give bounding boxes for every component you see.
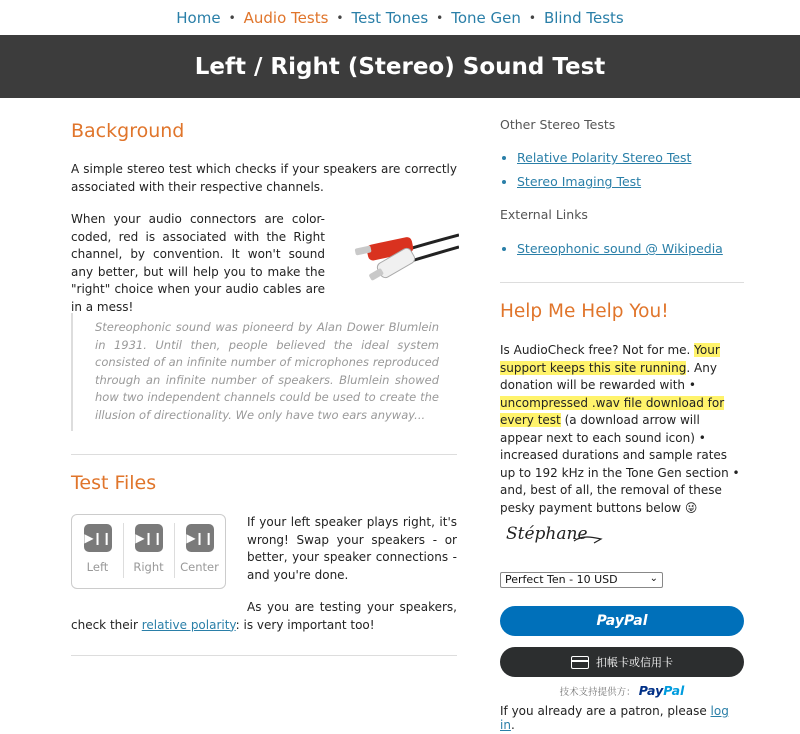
powered-by — [500, 683, 744, 698]
relative-polarity-stereo-link[interactable]: Relative Polarity Stereo Test — [517, 150, 692, 165]
player-left-label: Left — [86, 560, 109, 574]
relative-polarity-link[interactable]: relative polarity — [141, 617, 236, 632]
card-payment-button[interactable] — [500, 647, 744, 677]
wav-download-highlight: uncompressed .wav file download for every test — [500, 395, 725, 427]
test-files-heading: Test Files — [71, 472, 157, 494]
list-item — [517, 146, 691, 170]
support-highlight: Your support keeps this site running — [500, 343, 720, 375]
background-heading: Background — [71, 120, 185, 142]
paypal-logo-pal: Pal — [663, 683, 685, 698]
nav-home[interactable]: Home — [176, 8, 221, 27]
help-heading: Help Me Help You! — [500, 301, 669, 322]
swap-speakers-paragraph: If your left speaker plays right, it's wrong! Swap your speakers - or better, your speaker connections - and you're done. — [247, 515, 457, 582]
divider — [500, 282, 744, 283]
player-left[interactable] — [72, 515, 123, 588]
polarity-text-b: : is very important too! — [235, 617, 375, 632]
list-item — [517, 237, 723, 261]
help-text-2: . Any donation will be rewarded with • — [500, 360, 717, 392]
other-tests-title: Other Stereo Tests — [500, 117, 616, 132]
patron-end: . — [510, 718, 515, 732]
donation-option: Perfect Ten - 10 USD — [505, 573, 618, 586]
external-links-title: External Links — [500, 207, 588, 222]
patron-text: If you already are a patron, please — [500, 704, 711, 718]
divider — [71, 454, 457, 455]
powered-by-label: 技术支持提供方： — [559, 687, 636, 698]
paypal-logo-pay: Pay — [638, 683, 664, 698]
polarity-text-a: As you are testing your speakers, check their — [71, 600, 457, 632]
external-links-list — [500, 237, 723, 261]
nav-separator: • — [528, 10, 536, 25]
play-pause-icon[interactable]: ▶❙❙ — [84, 524, 112, 552]
help-text-1: Is AudioCheck free? Not for me. — [500, 343, 695, 357]
polarity-paragraph — [71, 599, 457, 634]
divider — [71, 655, 457, 656]
nav-blind-tests[interactable]: Blind Tests — [543, 8, 624, 27]
paypal-button[interactable] — [500, 606, 744, 636]
background-intro: A simple stereo test which checks if your speakers are correctly associated with their respective channels. — [71, 162, 457, 194]
paypal-logo — [639, 683, 685, 698]
patron-login — [500, 704, 744, 732]
paypal-button-label: PayPal — [596, 613, 648, 629]
help-paragraph — [500, 342, 744, 517]
other-tests-list — [500, 146, 691, 194]
nav-separator: • — [436, 10, 444, 25]
player-right-label: Right — [133, 560, 164, 574]
log-in-link[interactable]: log in — [500, 704, 729, 732]
credit-card-icon — [571, 656, 589, 669]
donation-select[interactable] — [500, 572, 663, 588]
card-button-label: 扣帳卡或信用卡 — [596, 656, 673, 669]
play-pause-icon[interactable]: ▶❙❙ — [135, 524, 163, 552]
list-item — [517, 170, 691, 194]
top-nav — [0, 0, 800, 35]
stereo-imaging-link[interactable]: Stereo Imaging Test — [517, 174, 642, 189]
play-pause-icon[interactable]: ▶❙❙ — [186, 524, 214, 552]
player-right[interactable] — [123, 515, 174, 588]
player-center-label: Center — [180, 560, 219, 574]
page-banner — [0, 35, 800, 98]
rca-cable-image — [349, 221, 459, 291]
help-text-3: (a download arrow will appear next to each sound icon) • increased durations and sample rates up to 192 kHz in the Tone Gen section • and, best of all, the removal of these pesky payment buttons below 😜 — [500, 413, 740, 515]
nav-tone-gen[interactable]: Tone Gen — [451, 8, 521, 27]
nav-separator: • — [228, 10, 236, 25]
nav-test-tones[interactable]: Test Tones — [351, 8, 429, 27]
connectors-paragraph: When your audio connectors are color-coded, red is associated with the Right channel, by convention. It won't sound any better, but will help you to make the "right" choice when your audio cables are in a mess! — [71, 212, 325, 314]
chevron-down-icon: ⌄ — [649, 573, 658, 584]
nav-audio-tests[interactable]: Audio Tests — [243, 8, 329, 27]
signature-image — [504, 515, 604, 555]
stereo-player — [71, 514, 226, 589]
nav-separator: • — [336, 10, 344, 25]
player-center[interactable] — [174, 515, 225, 588]
page-title: Left / Right (Stereo) Sound Test — [194, 53, 606, 80]
signature-text: Stéphane — [506, 524, 588, 544]
wikipedia-link[interactable]: Stereophonic sound @ Wikipedia — [517, 241, 723, 256]
stereo-quote: Stereophonic sound was pioneerd by Alan Dower Blumlein in 1931. Until then, people believed the ideal system consisted of an infinite number of microphones reproduced through an infinite number of speakers. Blumlein showed how two independent channels could be used to create the illusion of directionality. We only have two ears anyway... — [71, 313, 457, 431]
